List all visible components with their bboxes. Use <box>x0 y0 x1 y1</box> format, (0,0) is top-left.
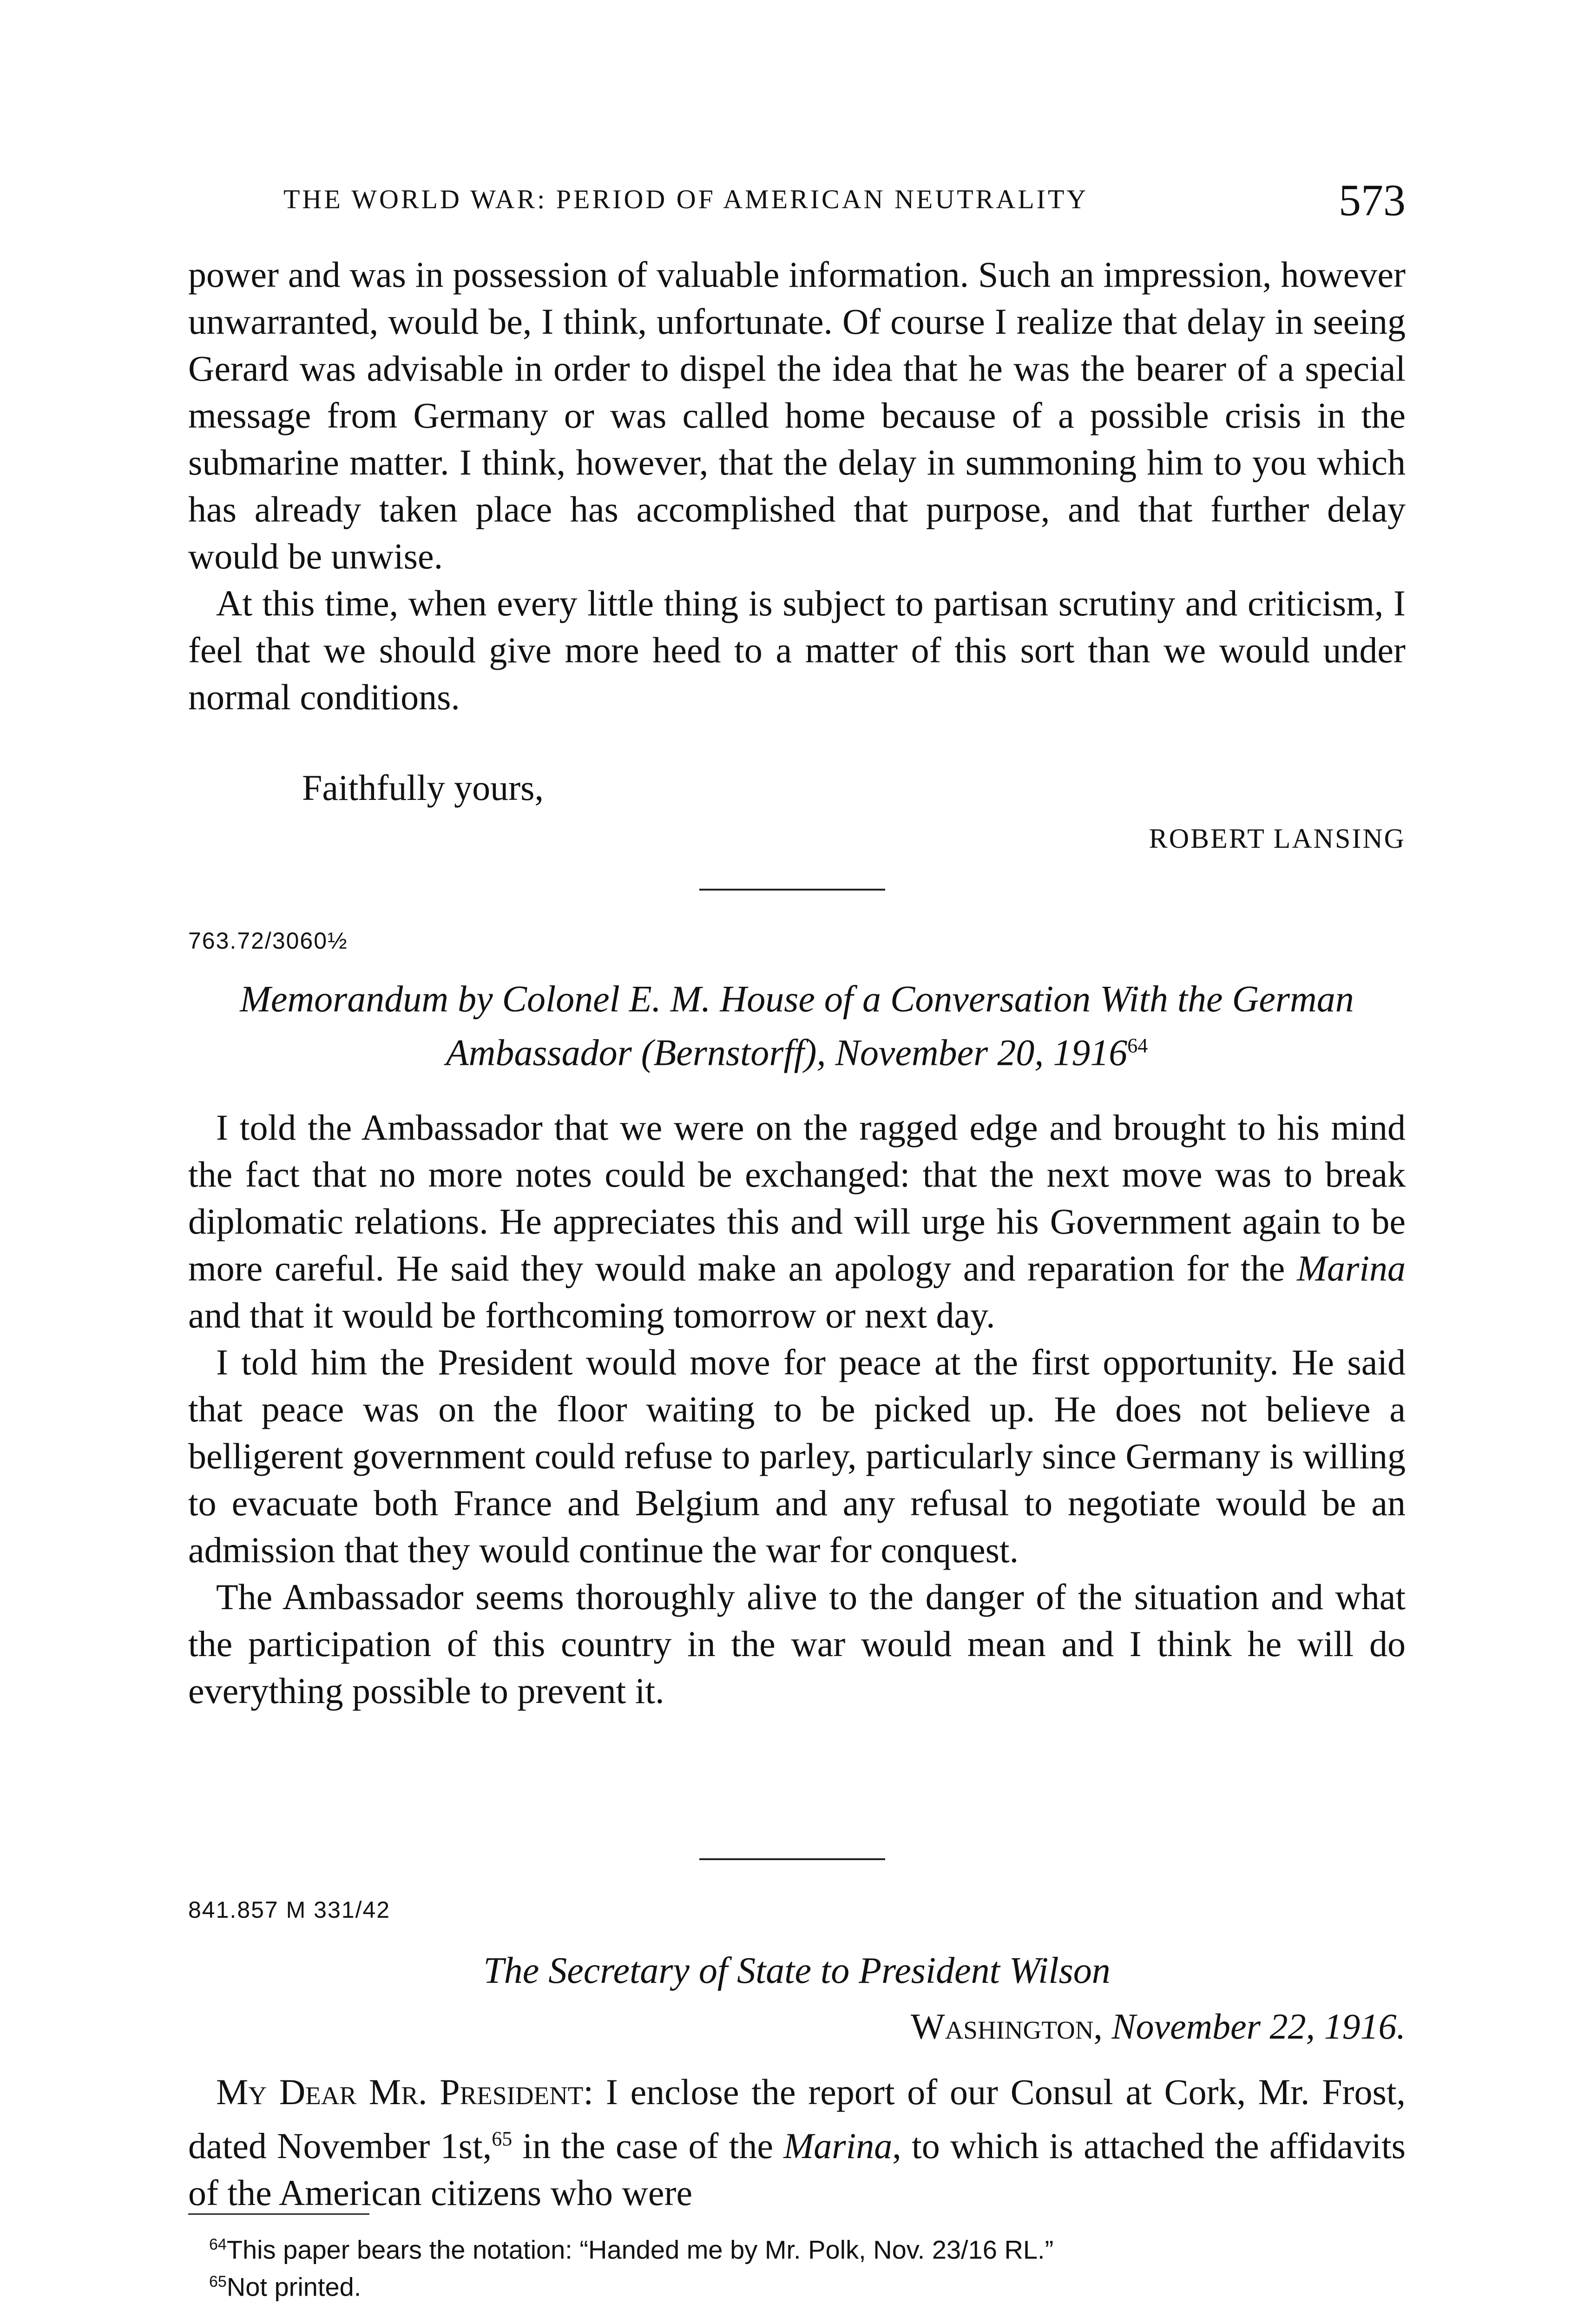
letter-paragraph <box>188 2068 1406 2216</box>
continued-paragraph: power and was in possession of valuable information. Such an impression, however unwarranted, would be, I think, unfortunate. Of course I realize that delay in seeing Gerard was advisable in order to dispel the idea that he was the bearer of a special message from Germany or was called home because of a possible crisis in the submarine matter. I think, however, that the delay in summoning him to you which has already taken place has accomplished that purpose, and that further delay would be unwise. <box>188 254 1406 576</box>
continued-paragraph: At this time, when every little thing is subject to partisan scrutiny and criticism, I feel that we should give more heed to a matter of this sort than we would under normal conditions. <box>188 583 1406 717</box>
heading-text: Memorandum by Colonel E. M. House of a Conversation With the German Ambassador (Bernstorff), November 20, 1916 <box>240 979 1354 1074</box>
document-heading <box>188 976 1406 1076</box>
memo-paragraph: The Ambassador seems thoroughly alive to the danger of the situation and what the participation of this country in the war would mean and I think he will do everything possible to prevent it. <box>188 1577 1406 1711</box>
file-number: 841.857 M 331/42 <box>188 1897 391 1923</box>
salutation: My Dear Mr. President: <box>216 2072 594 2112</box>
dateline-date: November 22, 1916. <box>1111 2006 1406 2047</box>
footnote-ref: 65 <box>492 2127 513 2150</box>
document-heading: The Secretary of State to President Wilson <box>483 1950 1111 1991</box>
footnotes <box>209 2229 1053 2303</box>
memo-text: I told the Ambassador that we were on the ragged edge and brought to his mind the fact that no more notes could be exchanged: that the next move was to break diplomatic relations. He appreciates this and will urge his Government again to be more careful. He said they would make an apology and reparation for the <box>188 1107 1406 1288</box>
memorandum-body <box>188 1104 1406 1714</box>
page-number: 573 <box>1339 175 1406 225</box>
letter-text: in the case of the <box>512 2126 784 2166</box>
dateline <box>911 2006 1406 2047</box>
ship-name: Marina <box>783 2126 893 2166</box>
footnote-ref: 64 <box>1127 1034 1148 1057</box>
memo-paragraph <box>188 1104 1406 1339</box>
section-divider <box>699 1858 885 1860</box>
memo-text: and that it would be forthcoming tomorrow or next day. <box>188 1295 995 1335</box>
footnote-text: This paper bears the notation: “Handed me by Mr. Polk, Nov. 23/16 RL.” <box>226 2235 1054 2265</box>
footnote <box>209 2229 1053 2266</box>
continued-letter <box>188 251 1406 720</box>
signature: ROBERT LANSING <box>1149 823 1406 854</box>
footnote-rule <box>188 2213 369 2215</box>
ship-name: Marina <box>1297 1248 1406 1288</box>
running-head-title: THE WORLD WAR: PERIOD OF AMERICAN NEUTRALITY <box>283 184 1089 214</box>
dateline-place: Washington, <box>910 2006 1103 2047</box>
footnote-number: 65 <box>209 2272 227 2291</box>
letter-text: , to which is attached the affidavits of the American citizens who were <box>188 2126 1406 2213</box>
memo-paragraph: I told him the President would move for peace at the first opportunity. He said that peace was on the floor waiting to be picked up. He does not believe a belligerent government could refuse to parley, particularly since Germany is willing to evacuate both France and Belgium and any refusal to negotiate would be an admission that they would continue the war for conquest. <box>188 1342 1406 1570</box>
section-divider <box>699 889 885 891</box>
footnote-text: Not printed. <box>226 2272 362 2302</box>
letter-text: I enclose the report of our Consul at Cork, Mr. Frost, dated November 1st, <box>188 2072 1406 2166</box>
file-number: 763.72/3060½ <box>188 928 348 954</box>
letter-body <box>188 2068 1406 2216</box>
footnote-number: 64 <box>209 2236 227 2253</box>
footnote <box>209 2266 1053 2303</box>
complimentary-close: Faithfully yours, <box>302 767 544 808</box>
